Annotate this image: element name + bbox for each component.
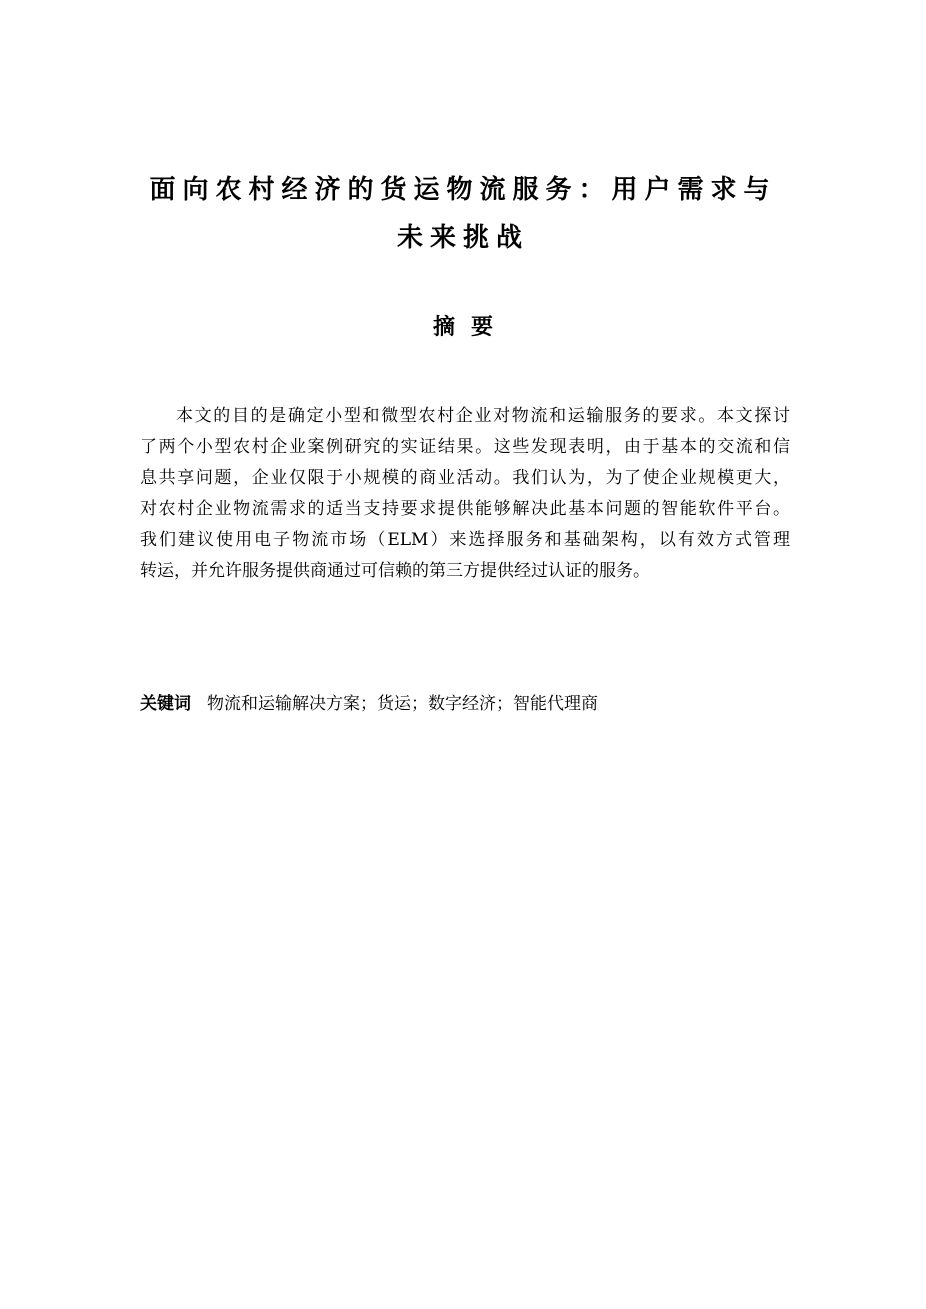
paper-title-line-2: 未来挑战 — [396, 223, 529, 253]
abstract-heading: 摘要 — [432, 315, 509, 340]
abstract-line: 息共享问题，企业仅限于小规模的商业活动。我们认为，为了使企业规模更大， — [140, 468, 790, 488]
abstract-line: 我们建议使用电子物流市场（ELM）来选择服务和基础架构，以有效方式管理 — [140, 530, 790, 550]
abstract-line: 转运，并允许服务提供商通过可信赖的第三方提供经过认证的服务。 — [140, 561, 650, 581]
keywords-text: 物流和运输解决方案；货运；数字经济；智能代理商 — [207, 694, 598, 714]
paper-title-line-1: 面向农村经济的货运物流服务：用户需求与 — [149, 175, 777, 205]
abstract-line: 对农村企业物流需求的适当支持要求提供能够解决此基本问题的智能软件平台。 — [140, 499, 790, 519]
keywords-row — [140, 689, 790, 719]
abstract-line: 了两个小型农村企业案例研究的实证结果。这些发现表明，由于基本的交流和信 — [140, 437, 790, 457]
keywords-label: 关键词 — [140, 694, 191, 714]
abstract-line: 本文的目的是确定小型和微型农村企业对物流和运输服务的要求。本文探讨 — [176, 406, 790, 426]
abstract-body — [140, 401, 790, 587]
